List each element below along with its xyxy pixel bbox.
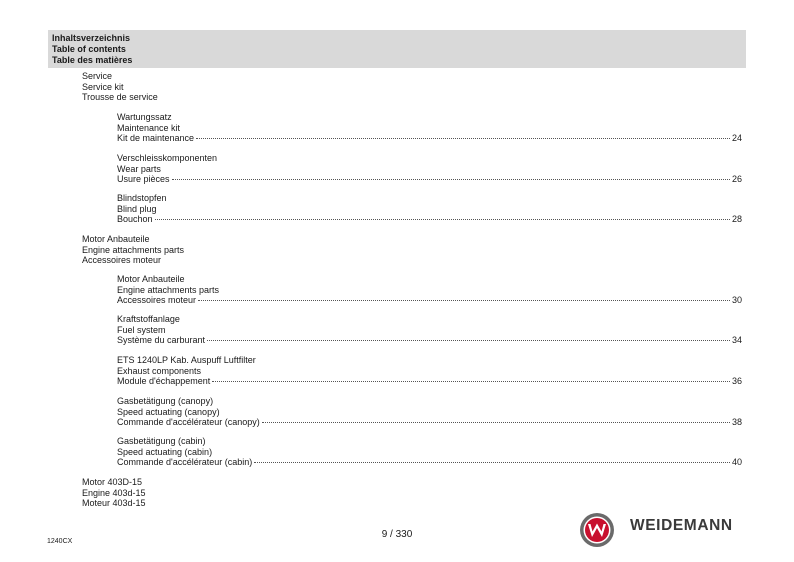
- entry-line-fr: [117, 295, 742, 306]
- entry-title-fr: Usure pièces: [117, 174, 170, 184]
- entry-title-de: Blindstopfen: [117, 193, 167, 203]
- section-title-de: Motor 403D-15: [82, 477, 143, 487]
- toc-entry-engine-attachments[interactable]: [117, 274, 742, 306]
- page-number[interactable]: 24: [731, 133, 742, 143]
- entry-line-fr: [117, 133, 742, 144]
- dot-leader: [196, 138, 730, 139]
- entry-title-en: Blind plug: [117, 203, 157, 214]
- section-title-en: Engine 403d-15: [82, 487, 146, 498]
- toc-entry-exhaust-components[interactable]: [117, 355, 742, 387]
- entry-title-en: Fuel system: [117, 324, 166, 335]
- section-title-de: Motor Anbauteile: [82, 234, 150, 244]
- entry-title-de: Verschleisskomponenten: [117, 153, 218, 163]
- toc-entry-speed-actuating-canopy[interactable]: [117, 396, 742, 428]
- dot-leader: [207, 340, 730, 341]
- page-indicator: 9 / 330: [381, 529, 413, 540]
- page-number[interactable]: 40: [731, 457, 742, 467]
- section-engine-attachments[interactable]: [82, 234, 184, 266]
- toc-title-en: Table of contents: [52, 44, 126, 54]
- entry-title-en: Wear parts: [117, 163, 161, 174]
- dot-leader: [198, 300, 730, 301]
- section-title-fr: Accessoires moteur: [82, 255, 162, 265]
- entry-title-en: Engine attachments parts: [117, 284, 220, 295]
- toc-title-de: Inhaltsverzeichnis: [52, 33, 131, 43]
- dot-leader: [212, 381, 730, 382]
- entry-title-fr: Accessoires moteur: [117, 295, 197, 305]
- toc-entry-speed-actuating-cabin[interactable]: [117, 436, 742, 468]
- entry-title-de: Gasbetätigung (canopy): [117, 396, 214, 406]
- toc-header: [48, 30, 746, 68]
- entry-line-fr: [117, 376, 742, 387]
- dot-leader: [155, 219, 730, 220]
- page-number[interactable]: 38: [731, 417, 742, 427]
- entry-title-en: Exhaust components: [117, 365, 202, 376]
- dot-leader: [254, 462, 730, 463]
- page-number[interactable]: 26: [731, 174, 742, 184]
- entry-title-de: Motor Anbauteile: [117, 274, 185, 284]
- section-service[interactable]: [82, 71, 158, 103]
- toc-entry-wear-parts[interactable]: [117, 153, 742, 185]
- page-number[interactable]: 36: [731, 376, 742, 386]
- toc-entry-maintenance-kit[interactable]: [117, 112, 742, 144]
- toc-entry-fuel-system[interactable]: [117, 314, 742, 346]
- entry-line-fr: [117, 174, 742, 185]
- entry-title-fr: Commande d'accélérateur (cabin): [117, 457, 253, 467]
- brand-name: WEIDEMANN: [630, 517, 733, 534]
- entry-title-de: Gasbetätigung (cabin): [117, 436, 206, 446]
- entry-line-fr: [117, 417, 742, 428]
- entry-line-fr: [117, 457, 742, 468]
- section-engine-403d-15[interactable]: [82, 477, 146, 509]
- entry-title-en: Speed actuating (canopy): [117, 406, 220, 417]
- entry-title-fr: Système du carburant: [117, 335, 206, 345]
- section-title-fr: Moteur 403d-15: [82, 498, 146, 508]
- entry-title-fr: Commande d'accélérateur (canopy): [117, 417, 260, 427]
- toc-title-fr: Table des matières: [52, 55, 133, 65]
- section-title-de: Service: [82, 71, 113, 81]
- entry-title-de: Wartungssatz: [117, 112, 172, 122]
- entry-title-de: ETS 1240LP Kab. Auspuff Luftfilter: [117, 355, 256, 365]
- entry-title-fr: Kit de maintenance: [117, 133, 195, 143]
- page-number[interactable]: 30: [731, 295, 742, 305]
- entry-title-fr: Module d'échappement: [117, 376, 211, 386]
- page-number[interactable]: 28: [731, 214, 742, 224]
- toc-entry-blind-plug[interactable]: [117, 193, 742, 225]
- model-code: 1240CX: [47, 538, 73, 545]
- section-title-en: Engine attachments parts: [82, 244, 185, 255]
- dot-leader: [262, 422, 730, 423]
- entry-title-en: Maintenance kit: [117, 122, 181, 133]
- entry-line-fr: [117, 335, 742, 346]
- entry-title-de: Kraftstoffanlage: [117, 314, 180, 324]
- entry-title-en: Speed actuating (cabin): [117, 446, 213, 457]
- dot-leader: [172, 179, 730, 180]
- section-title-fr: Trousse de service: [82, 92, 158, 102]
- entry-title-fr: Bouchon: [117, 214, 153, 224]
- section-title-en: Service kit: [82, 81, 124, 92]
- weidemann-w-logo-icon: [579, 512, 615, 548]
- entry-line-fr: [117, 214, 742, 225]
- page-number[interactable]: 34: [731, 335, 742, 345]
